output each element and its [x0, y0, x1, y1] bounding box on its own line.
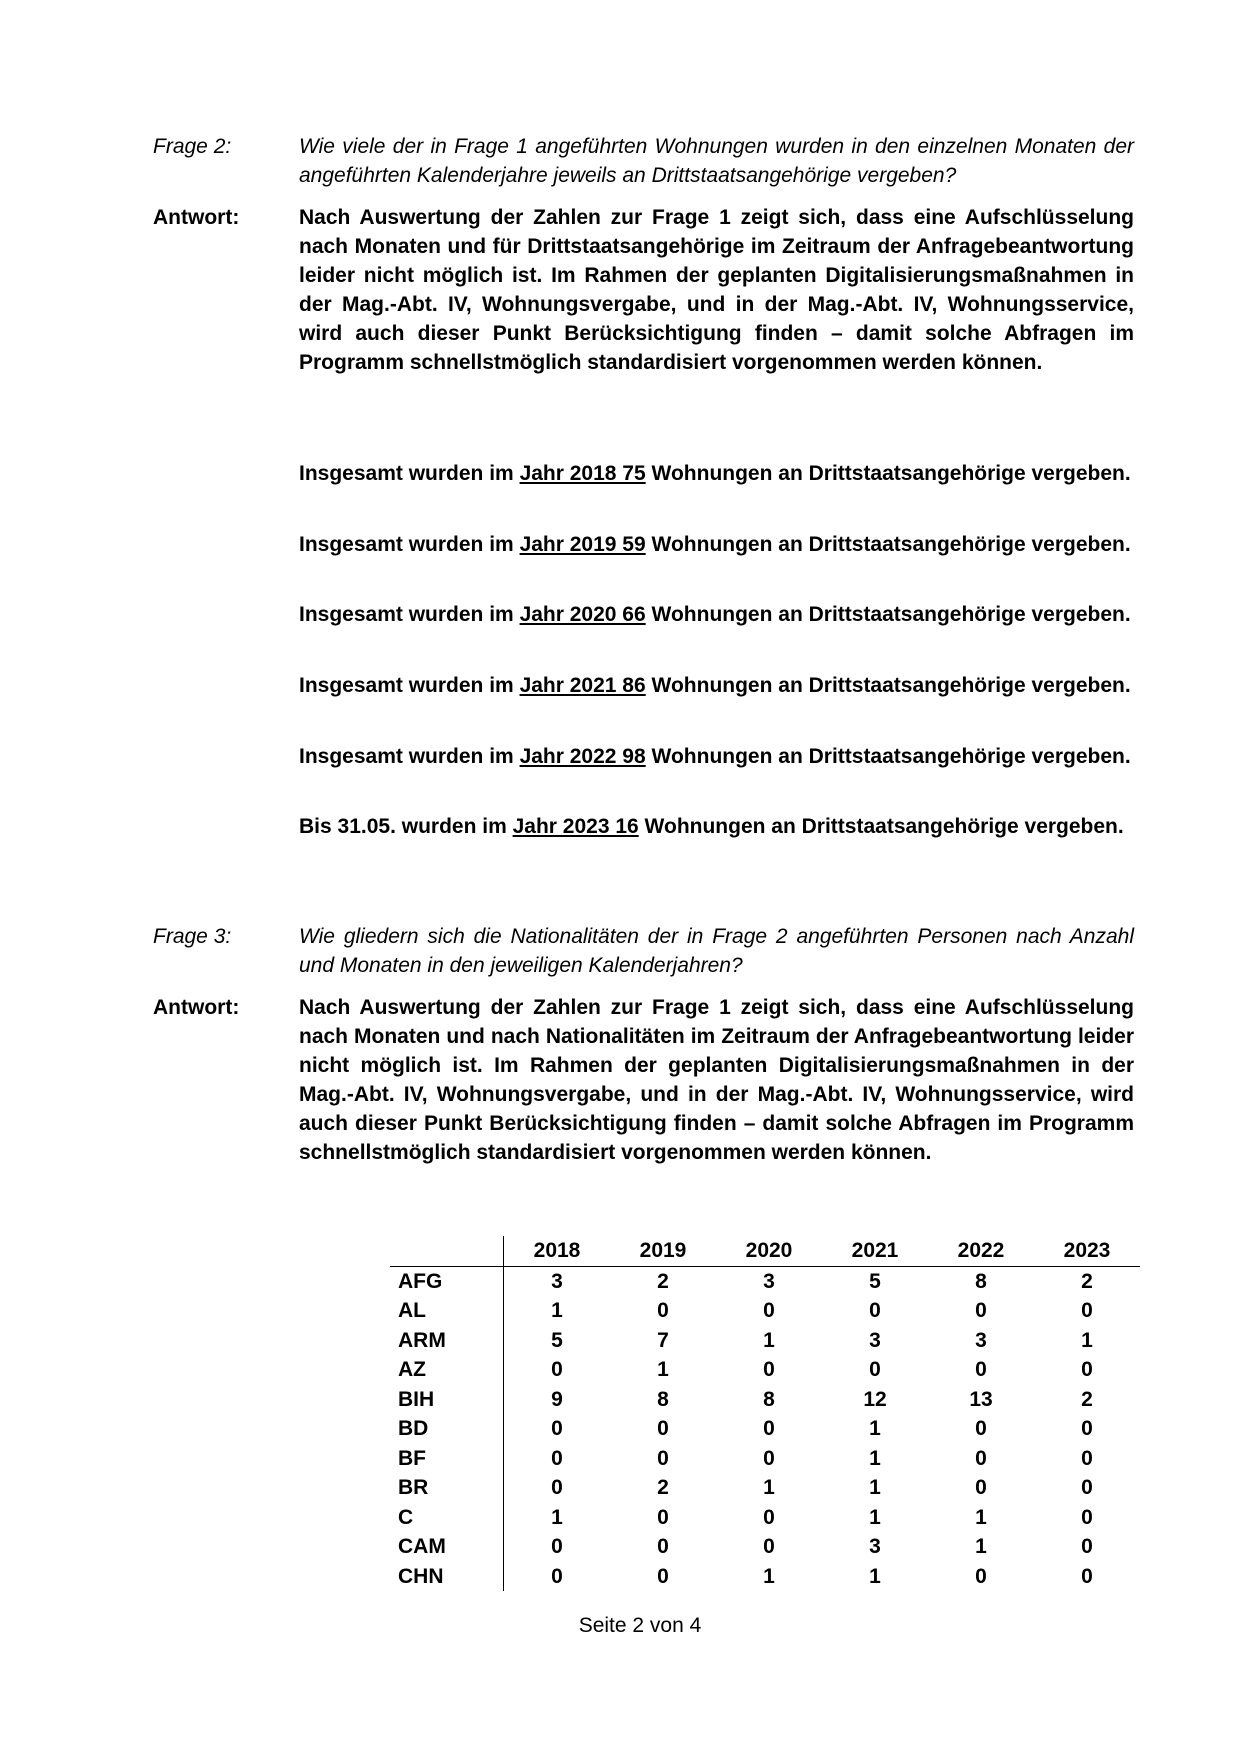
total-prefix: Insgesamt wurden im: [299, 533, 514, 556]
count-cell: 0: [763, 1417, 775, 1440]
count-cell: 1: [869, 1417, 881, 1440]
count-cell: 2: [657, 1269, 669, 1293]
table-row: [390, 1296, 1140, 1326]
count-cell: 0: [657, 1564, 669, 1588]
total-prefix: Bis 31.05. wurden im: [299, 815, 507, 838]
count-cell: 0: [551, 1476, 563, 1499]
yearly-total-2023: [299, 812, 1134, 841]
count-cell: 0: [763, 1446, 775, 1470]
count-cell: 0: [763, 1505, 775, 1529]
nationality-code: BF: [390, 1444, 504, 1474]
count-cell: 0: [763, 1299, 775, 1322]
total-year-count: Jahr 2023 16: [512, 815, 639, 838]
answer-3-text: Nach Auswertung der Zahlen zur Frage 1 zeigt sich, dass eine Aufschlüsselung nach Monaten und nach Nationalitäten im Zeitraum der Anfragebeantwortung leider nicht möglich ist. Im Rahmen der geplanten Digitalisierungsmaßnahmen in der Mag.-Abt. IV, Wohnungsvergabe, und in der Mag.-Abt. IV, Wohnungsservice, wird auch dieser Punkt Berücksichtigung finden – damit solche Abfragen im Programm schnellstmöglich standardisiert vorgenommen werden können.: [299, 996, 1134, 1164]
total-prefix: Insgesamt wurden im: [299, 603, 514, 626]
count-cell: 8: [763, 1387, 775, 1411]
table-row: [390, 1414, 1140, 1444]
year-header: 2021: [822, 1236, 928, 1266]
year-header: 2019: [610, 1236, 716, 1266]
total-year-count: Jahr 2020 66: [519, 603, 646, 626]
total-prefix: Insgesamt wurden im: [299, 745, 514, 768]
nationality-code: BD: [390, 1414, 504, 1444]
count-cell: 0: [975, 1299, 987, 1322]
count-cell: 12: [863, 1387, 887, 1411]
count-cell: 1: [869, 1476, 881, 1499]
nationality-code: CAM: [390, 1532, 504, 1562]
count-cell: 0: [657, 1505, 669, 1529]
count-cell: 1: [1081, 1328, 1093, 1352]
table-row: [390, 1562, 1140, 1592]
answer-2-label: Antwort:: [153, 206, 240, 229]
table-row: [390, 1444, 1140, 1474]
count-cell: 3: [763, 1269, 775, 1293]
count-cell: 0: [1081, 1476, 1093, 1499]
count-cell: 0: [1081, 1505, 1093, 1529]
count-cell: 1: [551, 1299, 563, 1322]
count-cell: 1: [869, 1446, 881, 1470]
nationality-code: ARM: [390, 1326, 504, 1356]
yearly-total-2021: [299, 671, 1134, 700]
count-cell: 0: [551, 1446, 563, 1470]
count-cell: 0: [657, 1299, 669, 1322]
yearly-total-2018: [299, 459, 1134, 488]
question-2-text: Wie viele der in Frage 1 angeführten Wohnungen wurden in den einzelnen Monaten der angeführten Kalenderjahre jeweils an Drittstaatsangehörige vergeben?: [299, 135, 1134, 187]
count-cell: 3: [551, 1269, 563, 1293]
count-cell: 0: [1081, 1299, 1093, 1322]
year-header: 2018: [504, 1236, 611, 1266]
count-cell: 0: [1081, 1564, 1093, 1588]
table-corner-cell: [390, 1236, 504, 1266]
answer-2: [153, 203, 1134, 377]
count-cell: 0: [975, 1358, 987, 1381]
count-cell: 1: [975, 1505, 987, 1529]
nationality-code: BR: [390, 1473, 504, 1503]
count-cell: 0: [1081, 1446, 1093, 1470]
count-cell: 7: [657, 1328, 669, 1352]
count-cell: 8: [657, 1387, 669, 1411]
count-cell: 0: [869, 1299, 881, 1322]
count-cell: 3: [975, 1328, 987, 1352]
count-cell: 1: [975, 1535, 987, 1558]
nationality-code: AFG: [390, 1266, 504, 1296]
count-cell: 0: [763, 1535, 775, 1558]
nationality-code: AL: [390, 1296, 504, 1326]
yearly-total-2020: [299, 600, 1134, 629]
count-cell: 1: [869, 1505, 881, 1529]
count-cell: 0: [975, 1476, 987, 1499]
count-cell: 2: [657, 1476, 669, 1499]
total-year-count: Jahr 2021 86: [519, 674, 646, 697]
count-cell: 5: [869, 1269, 881, 1293]
count-cell: 13: [969, 1387, 993, 1411]
count-cell: 0: [975, 1564, 987, 1588]
count-cell: 2: [1081, 1269, 1093, 1293]
count-cell: 0: [1081, 1535, 1093, 1558]
count-cell: 1: [763, 1564, 775, 1588]
table-row: [390, 1473, 1140, 1503]
nationality-code: C: [390, 1503, 504, 1533]
count-cell: 8: [975, 1269, 987, 1293]
total-year-count: Jahr 2019 59: [519, 533, 646, 556]
count-cell: 9: [551, 1387, 563, 1411]
total-suffix: Wohnungen an Drittstaatsangehörige vergeben.: [651, 745, 1131, 768]
year-header: 2023: [1034, 1236, 1140, 1266]
total-suffix: Wohnungen an Drittstaatsangehörige vergeben.: [644, 815, 1124, 838]
yearly-total-2022: [299, 742, 1134, 771]
year-header: 2020: [716, 1236, 822, 1266]
nationality-code: BIH: [390, 1385, 504, 1415]
total-suffix: Wohnungen an Drittstaatsangehörige vergeben.: [651, 462, 1131, 485]
answer-3: [153, 993, 1134, 1167]
count-cell: 0: [763, 1358, 775, 1381]
table-row: [390, 1355, 1140, 1385]
table-header-row: [390, 1236, 1140, 1266]
year-header: 2022: [928, 1236, 1034, 1266]
count-cell: 0: [1081, 1417, 1093, 1440]
question-2: [153, 132, 1134, 190]
count-cell: 1: [657, 1358, 669, 1381]
table-row: [390, 1385, 1140, 1415]
total-year-count: Jahr 2022 98: [519, 745, 646, 768]
table-row: [390, 1266, 1140, 1296]
count-cell: 0: [1081, 1358, 1093, 1381]
question-3-label: Frage 3:: [153, 925, 232, 948]
question-3: [153, 922, 1134, 980]
table-row: [390, 1326, 1140, 1356]
table-row: [390, 1503, 1140, 1533]
count-cell: 0: [975, 1446, 987, 1470]
nationality-code: CHN: [390, 1562, 504, 1592]
question-2-label: Frage 2:: [153, 135, 232, 158]
answer-3-label: Antwort:: [153, 996, 240, 1019]
nationality-table: [390, 1236, 1140, 1591]
count-cell: 1: [763, 1328, 775, 1352]
page-number-footer: Seite 2 von 4: [578, 1614, 702, 1637]
yearly-total-2019: [299, 530, 1134, 559]
count-cell: 0: [551, 1358, 563, 1381]
count-cell: 0: [975, 1417, 987, 1440]
total-suffix: Wohnungen an Drittstaatsangehörige vergeben.: [651, 603, 1131, 626]
nationality-code: AZ: [390, 1355, 504, 1385]
count-cell: 0: [869, 1358, 881, 1381]
total-year-count: Jahr 2018 75: [519, 462, 646, 485]
question-3-text: Wie gliedern sich die Nationalitäten der in Frage 2 angeführten Personen nach Anzahl und Monaten in den jeweiligen Kalenderjahren?: [299, 925, 1134, 977]
count-cell: 1: [763, 1476, 775, 1499]
answer-2-text: Nach Auswertung der Zahlen zur Frage 1 zeigt sich, dass eine Aufschlüsselung nach Monaten und für Drittstaatsangehörige im Zeitraum der Anfragebeantwortung leider nicht möglich ist. Im Rahmen der geplanten Digitalisierungsmaßnahmen in der Mag.-Abt. IV, Wohnungsvergabe, und in der Mag.-Abt. IV, Wohnungsservice, wird auch dieser Punkt Berücksichtigung finden – damit solche Abfragen im Programm schnellstmöglich standardisiert vorgenommen werden können.: [299, 206, 1134, 374]
table-row: [390, 1532, 1140, 1562]
count-cell: 0: [551, 1417, 563, 1440]
count-cell: 0: [551, 1564, 563, 1588]
total-suffix: Wohnungen an Drittstaatsangehörige vergeben.: [651, 533, 1131, 556]
count-cell: 0: [551, 1535, 563, 1558]
count-cell: 1: [551, 1505, 563, 1529]
count-cell: 2: [1081, 1387, 1093, 1411]
count-cell: 3: [869, 1328, 881, 1352]
total-suffix: Wohnungen an Drittstaatsangehörige vergeben.: [651, 674, 1131, 697]
count-cell: 1: [869, 1564, 881, 1588]
count-cell: 5: [551, 1328, 563, 1352]
count-cell: 0: [657, 1417, 669, 1440]
count-cell: 0: [657, 1446, 669, 1470]
count-cell: 0: [657, 1535, 669, 1558]
count-cell: 3: [869, 1535, 881, 1558]
total-prefix: Insgesamt wurden im: [299, 462, 514, 485]
total-prefix: Insgesamt wurden im: [299, 674, 514, 697]
